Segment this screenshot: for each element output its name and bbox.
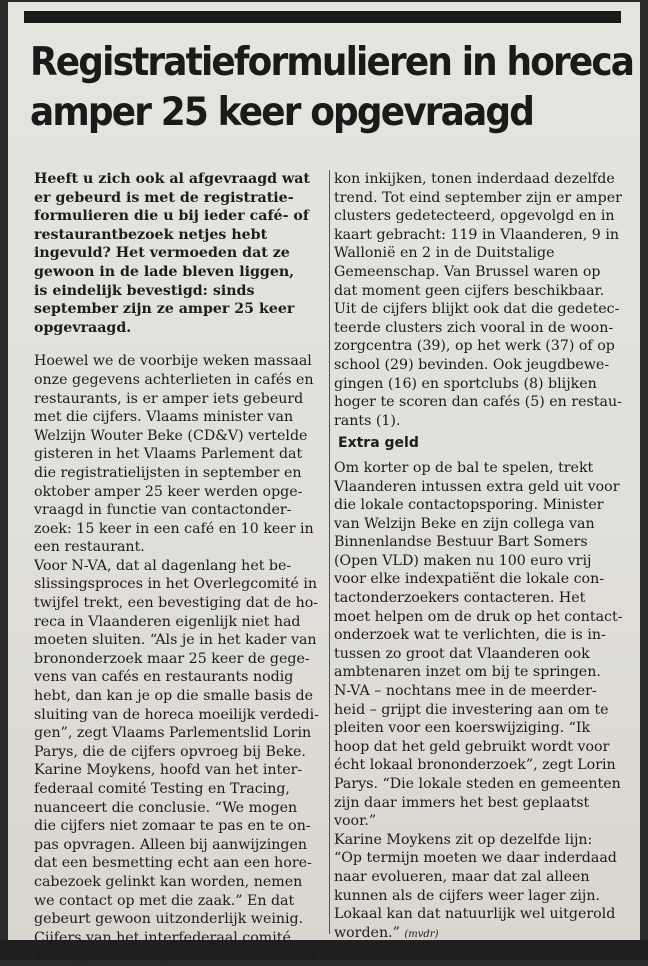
body-line: Gemeenschap. Van Brussel waren op [334,263,601,280]
lead-line: ingevuld? Het vermoeden dat ze [34,245,290,262]
body-line: federaal comité Testing en Tracing, [34,781,290,797]
body-line: voor elke indexpatiënt die lokale con- [334,571,605,588]
body-line: N-VA – nochtans mee in de meerder- [334,683,597,700]
body-line: Karine Moykens zit op dezelfde lijn: [334,831,593,848]
body-line: nuanceert die conclusie. “We mogen [34,799,298,816]
body-line: Om korter op de bal te spelen, trekt [334,459,594,476]
body-line: restaurants, is er amper iets gebeurd [34,390,304,407]
body-line: die cijfers niet zomaar te pas en te on- [34,818,311,835]
body-line: trend. Tot eind september zijn er amper [334,189,622,206]
body-line: naar evolueren, maar dat zal alleen [334,868,590,885]
body-line: reca in Vlaanderen eigenlijk niet had [34,613,301,630]
lead-paragraph [34,170,326,337]
body-line: clusters gedetecteerd, opgevolgd en in [334,208,615,225]
body-line: dat een besmetting echt aan een hore- [34,855,312,872]
body-text-right-top [334,170,626,430]
body-line: hoger te scoren dan cafés (5) en restau- [334,394,622,411]
headline [30,38,634,138]
body-line: twijfel trekt, een bevestiging dat de ho- [34,595,319,612]
body-line: school (29) bevinden. Ook jeugdbewe- [334,356,610,373]
body-line: kon inkijken, tonen inderdaad dezelfde [334,171,615,187]
body-line: van Welzijn Beke en zijn collega van [334,515,595,532]
right-column [334,170,626,944]
body-line: pleiten voor een koerswijziging. “Ik [334,720,591,737]
lead-line: september zijn ze amper 25 keer [34,301,295,318]
body-line: hebt, dan kan je op die smalle basis de [34,688,313,705]
body-line: Vlaanderen intussen extra geld uit voor [334,478,620,495]
body-line-last: Testing en Tracing die Het Nieuwsblad [34,948,316,965]
body-line: Cijfers van het interfederaal comité [34,929,291,946]
lead-line: gewoon in de lade bleven liggen, [34,263,295,280]
body-line: Karine Moykens, hoofd van het inter- [34,762,303,779]
headline-line-1: Registratieformulieren in horeca [30,40,634,85]
lead-line: Heeft u zich ook al afgevraagd wat [34,171,310,187]
lead-line: restaurantbezoek netjes hebt [34,226,268,243]
body-line: Parys. “Die lokale steden en gemeenten [334,776,621,792]
body-line: gen”, zegt Vlaams Parlementslid Lorin [34,725,312,742]
body-line: tussen zo groot dat Vlaanderen ook [334,645,590,662]
publication-name: Het Nieuwsblad [199,948,316,965]
body-line: Hoewel we de voorbije weken massaal [34,353,312,370]
body-line: die lokale contactopsporing. Minister [334,497,604,514]
body-line: teerde clusters zich vooral in de woon- [334,319,614,336]
body-line: voor.” [334,813,377,830]
body-line: moet helpen om de druk op het contact- [334,608,623,625]
body-line: Binnenlandse Bestuur Bart Somers [334,534,588,551]
body-line: zijn daar immers het best geplaatst [334,794,590,811]
body-line: onze gegevens achterlieten in cafés en [34,371,314,388]
lead-line: is eindelijk bevestigd: sinds [34,282,255,299]
body-line: tactonderzoekers contacteren. Het [334,590,586,607]
body-line: sluiting van de horeca moeilijk verdedi- [34,706,319,723]
body-line: vraagd in functie van contactonder- [34,502,292,519]
body-line: dat moment geen cijfers beschikbaar. [334,282,605,299]
headline-line-2: amper 25 keer opgevraagd [30,90,534,135]
body-line: Welzijn Wouter Beke (CD&V) vertelde [34,427,308,444]
body-line: moeten sluiten. “Als je in het kader van [34,632,317,649]
body-line: gebeurt gewoon uitzonderlijk weinig. [34,911,304,928]
body-line: kaart gebracht: 119 in Vlaanderen, 9 in [334,226,620,243]
body-line: vens van cafés en restaurants nodig [34,669,294,686]
top-rule [24,11,621,23]
body-line: Voor N-VA, dat al dagenlang het be- [34,557,292,574]
body-line: hoop dat het geld gebruikt wordt voor [334,738,610,755]
subheading: Extra geld [338,435,419,452]
body-line: pas opvragen. Alleen bij aanwijzingen [34,836,308,853]
body-line: oktober amper 25 keer werden opge- [34,483,303,500]
lead-line: formulieren die u bij ieder café- of [34,208,309,225]
body-line: heid – grijpt die investering aan om te [334,701,609,718]
body-line: die registratielijsten in september en [34,464,302,481]
left-column [34,170,326,966]
body-line: gingen (16) en sportclubs (8) blijken [334,375,597,392]
author-byline: (mvdr) [404,928,439,940]
body-text-right-bottom [334,459,626,924]
body-line: gisteren in het Vlaams Parlement dat [34,446,303,463]
body-line: écht lokaal brononderzoek”, zegt Lorin [334,757,616,774]
body-line: met die cijfers. Vlaams minister van [34,409,294,426]
body-line: zoek: 15 keer in een café en 10 keer in [34,520,314,537]
body-line: onderzoek wat te verlichten, die is in- [334,627,606,644]
lead-line: er gebeurd is met de registratie- [34,189,294,206]
closing-line: worden.” (mvdr) [334,924,439,941]
body-line: een restaurant. [34,539,145,556]
body-line: Lokaal kan dat natuurlijk wel uitgerold [334,906,616,923]
body-line: Uit de cijfers blijkt ook dat die gedetec- [334,301,620,318]
body-line: Wallonië en 2 in de Duitstalige [334,245,555,262]
body-line: we contact op met die zaak.” En dat [34,892,295,909]
body-line: Parys, die de cijfers opvroeg bij Beke. [34,743,306,760]
body-text-left [34,352,326,947]
body-line: brononderzoek maar 25 keer de gege- [34,650,310,667]
body-line: slissingsproces in het Overlegcomité in [34,576,318,593]
body-line: kunnen als de cijfers weer lager zijn. [334,887,600,904]
column-divider [329,170,330,934]
lead-line: opgevraagd. [34,319,132,336]
body-line: “Op termijn moeten we daar inderdaad [334,850,617,867]
body-line: cabezoek gelinkt kan worden, nemen [34,873,303,890]
body-line: zorgcentra (39), op het werk (37) of op [334,338,615,355]
body-line: (Open VLD) maken nu 100 euro vrij [334,552,592,569]
body-line: rants (1). [334,412,401,429]
body-line: ambtenaren inzet om bij te springen. [334,664,601,681]
